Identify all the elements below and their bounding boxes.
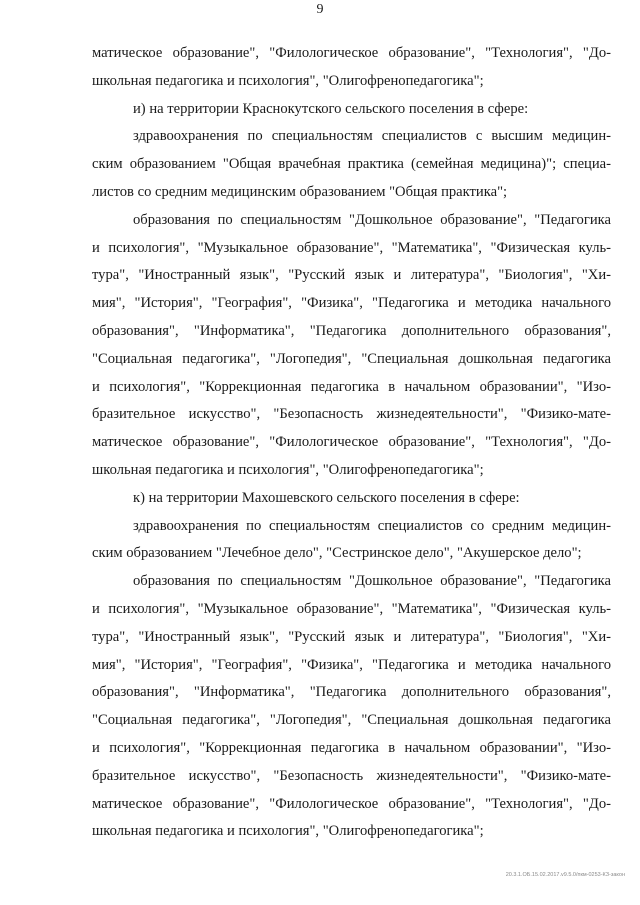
- text-line: здравоохранения по специальностям специалистов со средним медицин-: [133, 517, 611, 534]
- page-number: 9: [316, 2, 324, 17]
- text-line: образования по специальностям "Дошкольное образование", "Педагогика: [133, 211, 611, 228]
- text-line: "Социальная педагогика", "Логопедия", "Специальная дошкольная педагогика: [92, 350, 611, 367]
- text-line: бразительное искусство", "Безопасность жизнедеятельности", "Физико-мате-: [92, 767, 611, 784]
- text-line: ским образованием "Общая врачебная практика (семейная медицина)"; специа-: [92, 156, 611, 173]
- body-text: [92, 40, 611, 846]
- text-line: школьная педагогика и психология", "Олигофренопедагогика";: [92, 72, 484, 89]
- text-line: ским образованием "Лечебное дело", "Сестринское дело", "Акушерское дело";: [92, 545, 582, 562]
- text-line: матическое образование", "Филологическое образование", "Технология", "До-: [92, 434, 611, 451]
- text-line: и психология", "Коррекционная педагогика в начальном образовании", "Изо-: [92, 378, 611, 395]
- text-line: здравоохранения по специальностям специалистов с высшим медицин-: [133, 128, 611, 145]
- text-line: и психология", "Музыкальное образование", "Математика", "Физическая куль-: [92, 239, 611, 256]
- text-line: и психология", "Коррекционная педагогика в начальном образовании", "Изо-: [92, 739, 611, 756]
- text-line: мия", "История", "География", "Физика", "Педагогика и методика начального: [92, 656, 611, 673]
- text-line: тура", "Иностранный язык", "Русский язык и литература", "Биология", "Хи-: [92, 628, 611, 645]
- text-line: матическое образование", "Филологическое образование", "Технология", "До-: [92, 795, 611, 812]
- text-line: тура", "Иностранный язык", "Русский язык и литература", "Биология", "Хи-: [92, 267, 611, 284]
- text-line: и) на территории Краснокутского сельского поселения в сфере:: [133, 100, 529, 117]
- text-line: "Социальная педагогика", "Логопедия", "Специальная дошкольная педагогика: [92, 712, 611, 729]
- text-line: школьная педагогика и психология", "Олигофренопедагогика";: [92, 823, 484, 840]
- text-line: мия", "История", "География", "Физика", "Педагогика и методика начального: [92, 295, 611, 312]
- footer-document-code: 20.3.1.ОБ.15.02.2017.v9.5.0/пкм-0253-КЗ-закон: [505, 872, 625, 878]
- text-line: листов со средним медицинским образованием "Общая практика";: [92, 183, 508, 200]
- text-line: школьная педагогика и психология", "Олигофренопедагогика";: [92, 461, 484, 478]
- text-line: матическое образование", "Филологическое образование", "Технология", "До-: [92, 45, 611, 61]
- text-line: и психология", "Музыкальное образование", "Математика", "Физическая куль-: [92, 600, 611, 617]
- text-line: образования", "Информатика", "Педагогика дополнительного образования",: [92, 684, 611, 701]
- text-line: образования по специальностям "Дошкольное образование", "Педагогика: [133, 573, 611, 590]
- text-line: образования", "Информатика", "Педагогика дополнительного образования",: [92, 322, 611, 339]
- text-line: к) на территории Махошевского сельского поселения в сфере:: [133, 489, 520, 506]
- text-line: бразительное искусство", "Безопасность жизнедеятельности", "Физико-мате-: [92, 406, 611, 423]
